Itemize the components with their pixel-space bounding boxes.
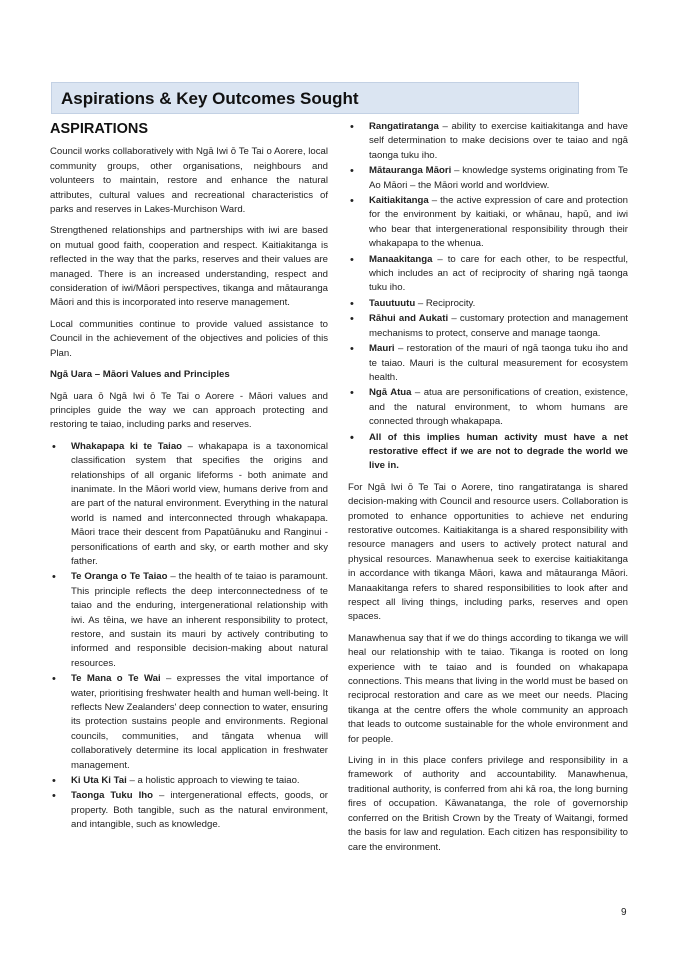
list-text: – intergenerational effects, goods, or property. Both tangible, such as the natural environment, and intangible, such as knowledge. bbox=[71, 790, 328, 831]
list-item bbox=[348, 164, 628, 193]
paragraph: For Ngā Iwi ō Te Tai o Aorere, tino rangatiratanga is shared decision-making with Council and resource users. Collaboration is promoted to enhance opportunities to achieve net enduring restorative outcomes. Kaitiakitanga is a shared responsibility with resource managers and users to actively protect natural and physical resources. Manawhenua seek to exercise kaitiakitanga in accordance with tikanga Māori, kawa and mātauranga Māori. Manaakitanga refers to shared responsibilities to look after and respect all living things, including parks, reserves and open spaces. bbox=[348, 481, 628, 623]
bullet-icon: • bbox=[350, 195, 354, 208]
list-item bbox=[50, 440, 328, 570]
list-text: – Reciprocity. bbox=[415, 297, 476, 309]
bullet-icon: • bbox=[350, 297, 354, 310]
list-term: Te Mana o Te Wai bbox=[71, 673, 161, 685]
bullet-icon: • bbox=[52, 790, 56, 803]
bullet-icon: • bbox=[350, 121, 354, 133]
paragraph: Local communities continue to provide valued assistance to Council in the achievement of the objectives and policies of this Plan. bbox=[50, 318, 328, 359]
list-text: – restoration of the mauri of ngā taonga tuku iho and te taiao. Mauri is the cultural measurement for ecosystem health. bbox=[369, 343, 628, 383]
list-item bbox=[348, 297, 628, 311]
list-text: – atua are personifications of creation, existence, and the natural environment, to whom humans are connected through whakapapa. bbox=[369, 387, 628, 428]
paragraph: Council works collaboratively with Ngā Iwi ō Te Tai o Aorere, local community groups, other organisations, neighbours and volunteers to maintain, restore and enhance the natural attributes, cultural values and recreational characteristics of parks and reserves in Lakes-Murchison Ward. bbox=[50, 146, 328, 216]
bullet-icon: • bbox=[52, 775, 56, 788]
list-term: Mauri bbox=[369, 343, 395, 355]
list-term: Rāhui and Aukati bbox=[369, 313, 449, 325]
paragraph: Ngā uara ō Ngā Iwi ō Te Tai o Aorere - Māori values and principles guide the way we can approach protecting and restoring te taiao, including parks and reserves. bbox=[50, 390, 328, 431]
list-item bbox=[50, 789, 328, 832]
list-term: Mātauranga Māori bbox=[369, 165, 452, 177]
list-text: All of this implies human activity must have a net restorative effect if we are not to degrade the world we live in. bbox=[369, 431, 628, 472]
bullet-icon: • bbox=[350, 431, 354, 444]
bullet-icon: • bbox=[350, 387, 354, 400]
list-item bbox=[348, 194, 628, 252]
list-text: – whakapapa is a taxonomical classification system that specifies the origins and relationships of all organic lifeforms - both animate and inanimate. In the Māori world view, humans derive from and are part of the natural environment. Everything in the natural world is named and interconnected through whakapapa. Māori trace their descent from Papatūānuku and Ranginui - personifications of earth and sky, or earth mother and sky father. bbox=[71, 440, 328, 567]
right-column bbox=[348, 120, 628, 862]
bullet-icon: • bbox=[350, 343, 354, 356]
list-text: – expresses the vital importance of water, prioritising freshwater health and human well-being. It reflects New Zealanders' deep connection to water, ensuring its protection sustains people and environments. Regional councils, communities, and tāngata whenua will collaboratively determine its local application in freshwater management. bbox=[71, 673, 328, 771]
list-term: Whakapapa ki te Taiao bbox=[71, 440, 183, 452]
list-item bbox=[348, 431, 628, 474]
list-item bbox=[348, 120, 628, 163]
list-text: – the active expression of care and protection for the environment by kaitiaki, or whānau, hapū, and iwi who bear that intergenerational responsibility through their whakapapa to the whenua. bbox=[369, 195, 628, 250]
list-term: Manaakitanga bbox=[369, 253, 433, 265]
bullet-icon: • bbox=[52, 440, 56, 453]
list-text: – to care for each other, to be respectful, which includes an act of reciprocity of sharing ngā taonga tuku iho. bbox=[369, 253, 628, 294]
list-text: – knowledge systems originating from Te Ao Māori – the Māori world and worldview. bbox=[369, 165, 628, 191]
list-text: – customary protection and management mechanisms to protect, conserve and manage taonga. bbox=[369, 313, 628, 339]
aspirations-heading: ASPIRATIONS bbox=[50, 121, 149, 137]
list-term: Te Oranga o Te Taiao bbox=[71, 571, 168, 583]
paragraph: Strengthened relationships and partnerships with iwi are based on mutual good faith, cooperation and respect. Kaitiakitanga is reflected in the way that the parks, reserves and their values are managed. There is an increased understanding, respect and consideration of iwi/Māori perspectives, tikanga and mātauranga Māori and this is incorporated into reserve management. bbox=[50, 225, 328, 309]
banner-title: Aspirations & Key Outcomes Sought bbox=[61, 89, 359, 108]
bullet-icon: • bbox=[350, 165, 354, 178]
bullet-icon: • bbox=[52, 571, 56, 584]
page-number: 9 bbox=[621, 907, 627, 918]
list-item bbox=[348, 342, 628, 385]
paragraph: Manawhenua say that if we do things according to tikanga we will heal our relationship with te taiao. Tikanga is rooted on long experience with te taiao and is founded on whakapapa connections. This means that living in the world must be based on reciprocal restoration and care as we meet our needs. Placing tikanga at the centre offers the whole community an approach that leads to outcome sustainable for the whole environment and for people. bbox=[348, 632, 628, 745]
paragraph: Living in in this place confers privilege and responsibility in a framework of authority and accountability. Manawhenua, traditional authority, is conferred from ahi kā roa, the long burning fires of occupation. Kāwanatanga, the role of governorship conferred on the British Crown by the Treaty of Waitangi, formed the basis for law and regulation. Each citizen has responsibility to care the environment. bbox=[348, 755, 628, 853]
list-item bbox=[50, 672, 328, 773]
list-text: – the health of te taiao is paramount. This principle reflects the deep interconnectedness of te taiao and the enduring, intergenerational relationship with iwi. As tēina, we have an inherent responsibility to protect, restore, and sustain its mauri by actively contributing to informed and responsible decision-making about natural resources. bbox=[71, 571, 328, 669]
list-term: Ngā Atua bbox=[369, 387, 412, 399]
list-item bbox=[348, 386, 628, 429]
list-term: Tauutuutu bbox=[369, 297, 416, 309]
values-list bbox=[348, 120, 628, 474]
list-text: – a holistic approach to viewing te taiao. bbox=[126, 775, 300, 787]
list-item bbox=[50, 570, 328, 671]
bullet-icon: • bbox=[350, 253, 354, 266]
list-term: Kaitiakitanga bbox=[369, 195, 429, 207]
values-list bbox=[50, 440, 328, 833]
list-text: – ability to exercise kaitiakitanga and have self determination to make decisions over te taiao and ngā taonga tuku iho. bbox=[369, 121, 628, 161]
list-term: Rangatiratanga bbox=[369, 121, 439, 132]
left-column bbox=[50, 122, 328, 840]
bullet-icon: • bbox=[52, 673, 56, 686]
list-item bbox=[348, 312, 628, 341]
section-banner bbox=[51, 82, 579, 114]
bullet-icon: • bbox=[350, 313, 354, 326]
list-item bbox=[348, 253, 628, 296]
values-subheading: Ngā Uara – Māori Values and Principles bbox=[50, 369, 230, 381]
list-term: Taonga Tuku Iho bbox=[71, 790, 154, 802]
list-item bbox=[50, 774, 328, 788]
list-term: Ki Uta Ki Tai bbox=[71, 775, 127, 787]
